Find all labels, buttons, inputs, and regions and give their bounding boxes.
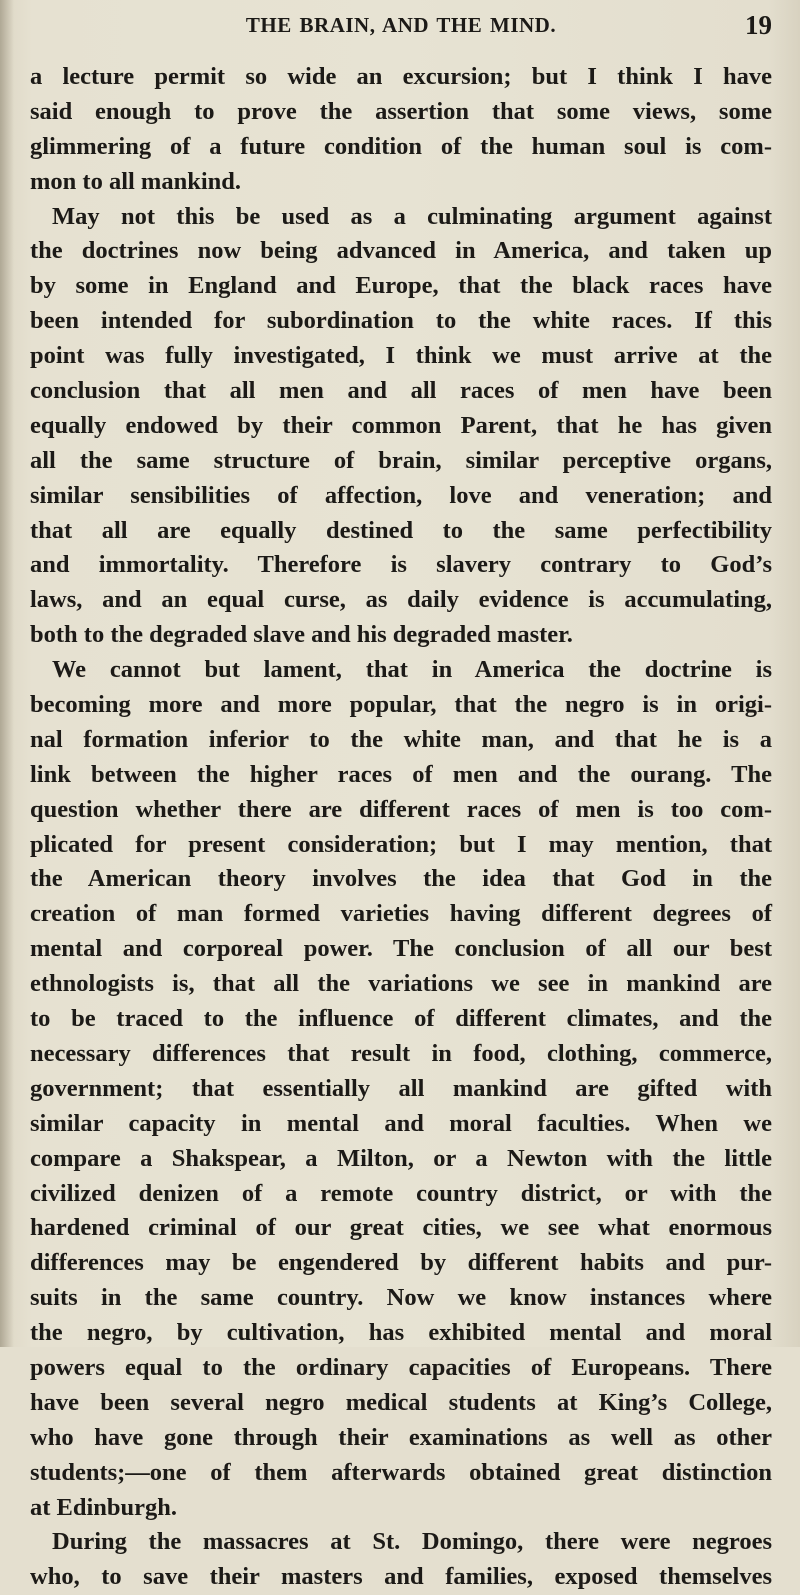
text-line: plicated for present consideration; but I may mention, that [30,830,772,858]
text-line: a lecture permit so wide an excursion; but I think I have [30,63,772,90]
text-line: to be traced to the influence of different climates, and the [30,1005,772,1033]
text-line: suits in the same country. Now we know instances where [30,1284,772,1312]
text-line: ethnologists is, that all the variations we see in mankind are [30,970,772,998]
text-line: necessary differences that result in food, clothing, commerce, [30,1039,772,1067]
text-line: During the massacres at St. Domingo, there were negroes [52,1528,772,1556]
text-line: all the same structure of brain, similar perceptive organs, [30,446,772,474]
text-line: compare a Shakspear, a Milton, or a Newton with the little [30,1144,772,1172]
text-line: differences may be engendered by different habits and pur- [30,1249,772,1277]
page-header [30,10,772,40]
text-line: May not this be used as a culminating argument against [52,202,772,230]
running-head: THE BRAIN, AND THE MIND. [245,13,557,37]
text-line: creation of man formed varieties having different degrees of [30,900,772,928]
text-line: link between the higher races of men and the ourang. The [30,760,772,788]
text-line: We cannot but lament, that in America the doctrine is [52,656,772,684]
text-line: similar sensibilities of affection, love and veneration; and [30,481,772,509]
text-line: the American theory involves the idea that God in the [30,865,772,893]
page-number: 19 [745,10,772,40]
text-line: laws, and an equal curse, as daily evidence is accumulating, [30,586,772,614]
text-line: and immortality. Therefore is slavery contrary to God’s [30,551,772,579]
text-line: that all are equally destined to the same perfectibility [30,516,772,544]
text-line: at Edinburgh. [30,1493,178,1521]
text-line: who have gone through their examinations as well as other [30,1423,772,1451]
text-line: mental and corporeal power. The conclusion of all our best [30,935,772,963]
text-line: nal formation inferior to the white man, and that he is a [30,725,772,753]
text-line: both to the degraded slave and his degraded master. [30,621,573,649]
text-line: government; that essentially all mankind are gifted with [30,1074,772,1102]
text-line: point was fully investigated, I think we must arrive at the [30,342,772,370]
text-line: the negro, by cultivation, has exhibited mental and moral [30,1319,772,1347]
text-line: students;—one of them afterwards obtained great distinction [30,1458,772,1486]
text-line: have been several negro medical students at King’s College, [30,1388,772,1416]
text-line: question whether there are different races of men is too com- [30,795,772,823]
text-line: who, to save their masters and families, exposed themselves [30,1563,772,1591]
text-line: civilized denizen of a remote country district, or with the [30,1179,772,1207]
text-line: glimmering of a future condition of the human soul is com- [30,132,772,160]
text-line: said enough to prove the assertion that some views, some [30,97,772,125]
text-line: the doctrines now being advanced in America, and taken up [30,237,772,265]
text-line: mon to all mankind. [30,167,242,195]
page-gutter-shadow [0,0,14,1347]
text-line: equally endowed by their common Parent, that he has given [30,411,772,439]
text-line: similar capacity in mental and moral faculties. When we [30,1109,772,1137]
text-line: been intended for subordination to the white races. If this [30,307,772,335]
text-line: becoming more and more popular, that the negro is in origi- [30,691,772,719]
text-line: hardened criminal of our great cities, we see what enormous [30,1214,772,1242]
text-line: powers equal to the ordinary capacities of Europeans. There [30,1353,772,1381]
text-line: conclusion that all men and all races of men have been [30,377,772,405]
text-line: by some in England and Europe, that the black races have [30,272,772,300]
body-text [30,60,772,1595]
